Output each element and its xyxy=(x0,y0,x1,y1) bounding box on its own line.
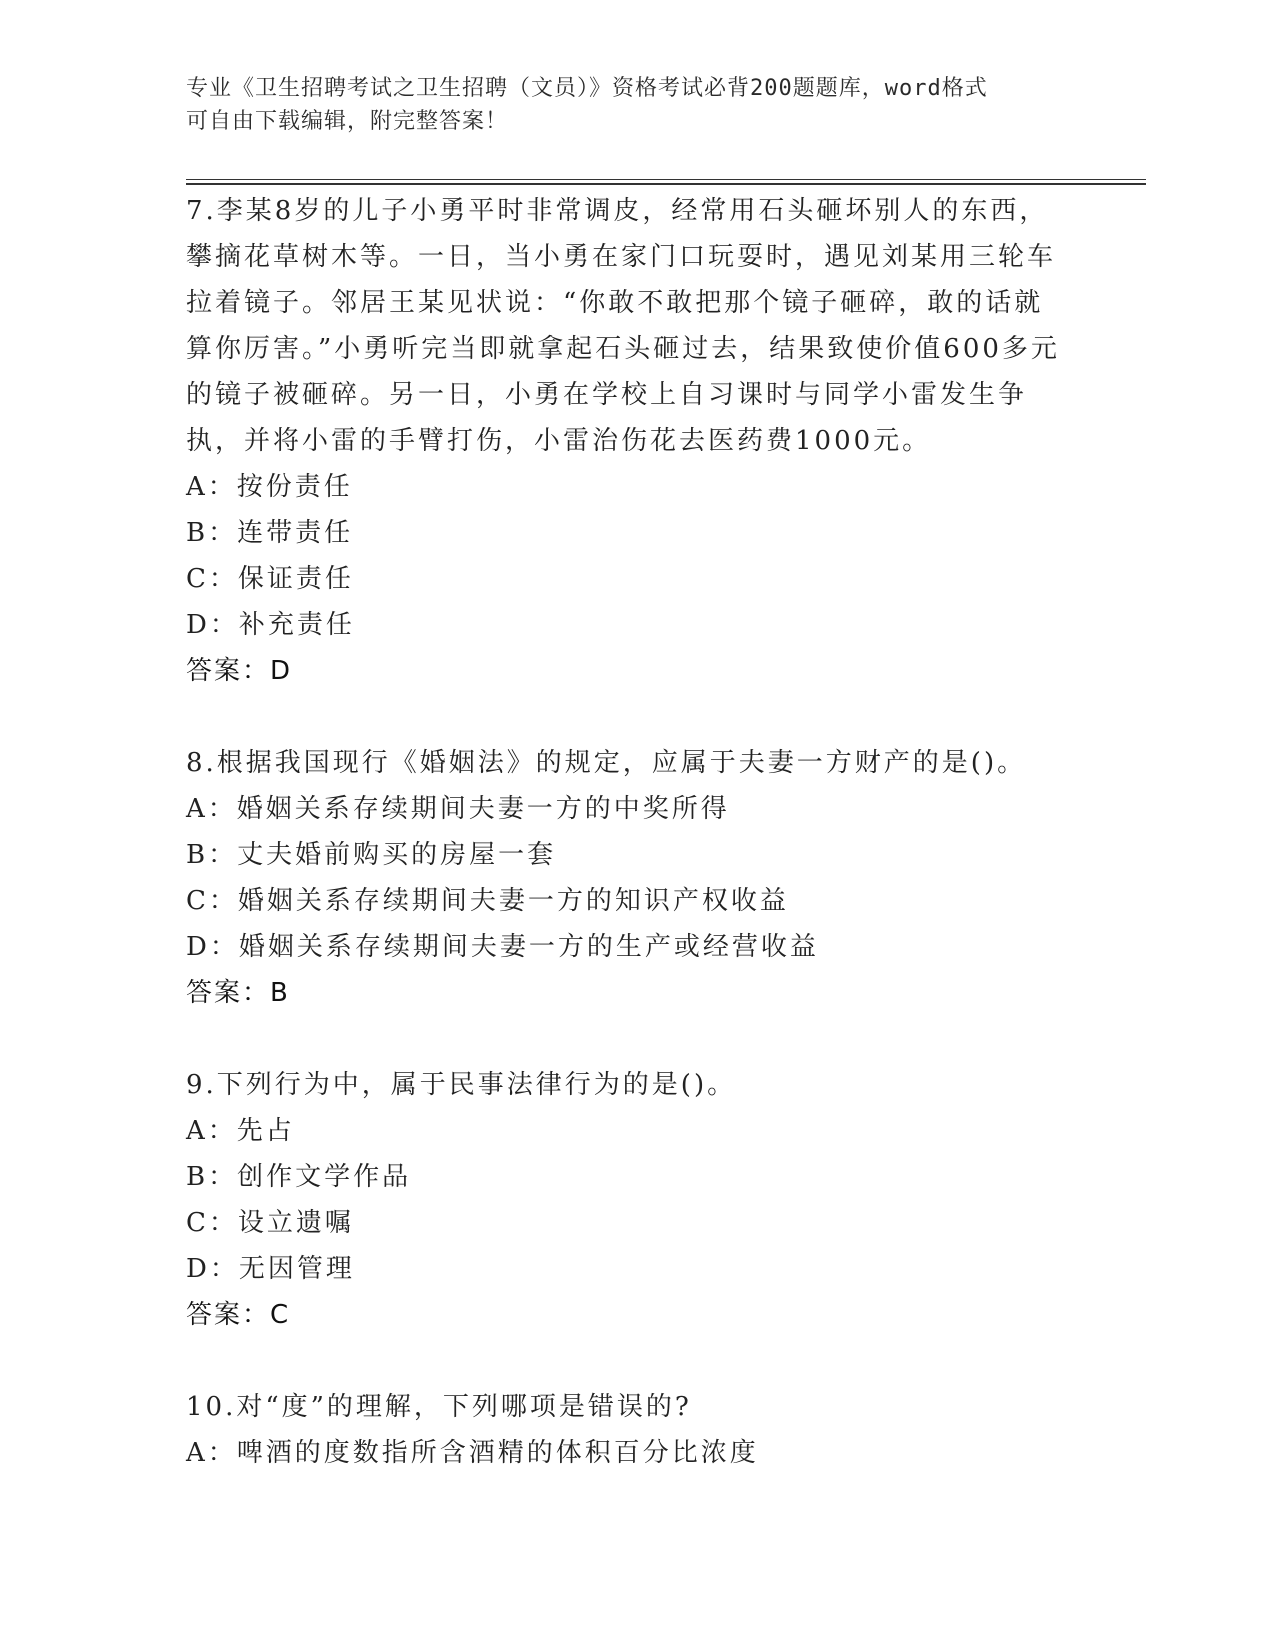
option-a: A：先占 xyxy=(186,1116,295,1146)
header-line-2: 可自由下载编辑，附完整答案！ xyxy=(186,109,509,134)
question-text: 9.下列行为中，属于民事法律行为的是()。 xyxy=(186,1070,737,1100)
option-a: A：按份责任 xyxy=(186,472,353,502)
question-8 xyxy=(186,740,1066,1016)
question-text: 8.根据我国现行《婚姻法》的规定，应属于夫妻一方财产的是()。 xyxy=(186,748,1027,778)
option-d: D：补充责任 xyxy=(186,610,355,640)
option-b: B：创作文学作品 xyxy=(186,1162,412,1192)
option-a: A：啤酒的度数指所含酒精的体积百分比浓度 xyxy=(186,1438,759,1468)
header-divider-thick xyxy=(186,183,1146,185)
document-header xyxy=(186,72,1066,138)
option-d: D：无因管理 xyxy=(186,1254,355,1284)
question-9 xyxy=(186,1062,1066,1338)
option-c: C：保证责任 xyxy=(186,564,354,594)
question-10 xyxy=(186,1384,1066,1476)
option-c: C：婚姻关系存续期间夫妻一方的知识产权收益 xyxy=(186,886,789,916)
question-text: 7.李某8岁的儿子小勇平时非常调皮，经常用石头砸坏别人的东西，攀摘花草树木等。一日，当小勇在家门口玩耍时，遇见刘某用三轮车拉着镜子。邻居王某见状说：“你敢不敢把那个镜子砸碎，敢的话就算你厉害。”小勇听完当即就拿起石头砸过去，结果致使价值600多元的镜子被砸碎。另一日，小勇在学校上自习课时与同学小雷发生争执，并将小雷的手臂打伤，小雷治伤花去医药费1000元。 xyxy=(186,196,1060,456)
answer: 答案：B xyxy=(186,978,290,1008)
option-b: B：丈夫婚前购买的房屋一套 xyxy=(186,840,557,870)
answer: 答案：D xyxy=(186,656,293,686)
question-list xyxy=(186,188,1066,1476)
header-line-1: 专业《卫生招聘考试之卫生招聘（文员）》资格考试必背200题题库，word格式 xyxy=(186,76,988,101)
answer: 答案：C xyxy=(186,1300,291,1330)
option-c: C：设立遗嘱 xyxy=(186,1208,354,1238)
header-divider-thin xyxy=(186,179,1146,180)
question-7 xyxy=(186,188,1066,694)
option-b: B：连带责任 xyxy=(186,518,354,548)
question-text: 10.对“度”的理解，下列哪项是错误的? xyxy=(186,1392,692,1422)
option-d: D：婚姻关系存续期间夫妻一方的生产或经营收益 xyxy=(186,932,819,962)
option-a: A：婚姻关系存续期间夫妻一方的中奖所得 xyxy=(186,794,730,824)
